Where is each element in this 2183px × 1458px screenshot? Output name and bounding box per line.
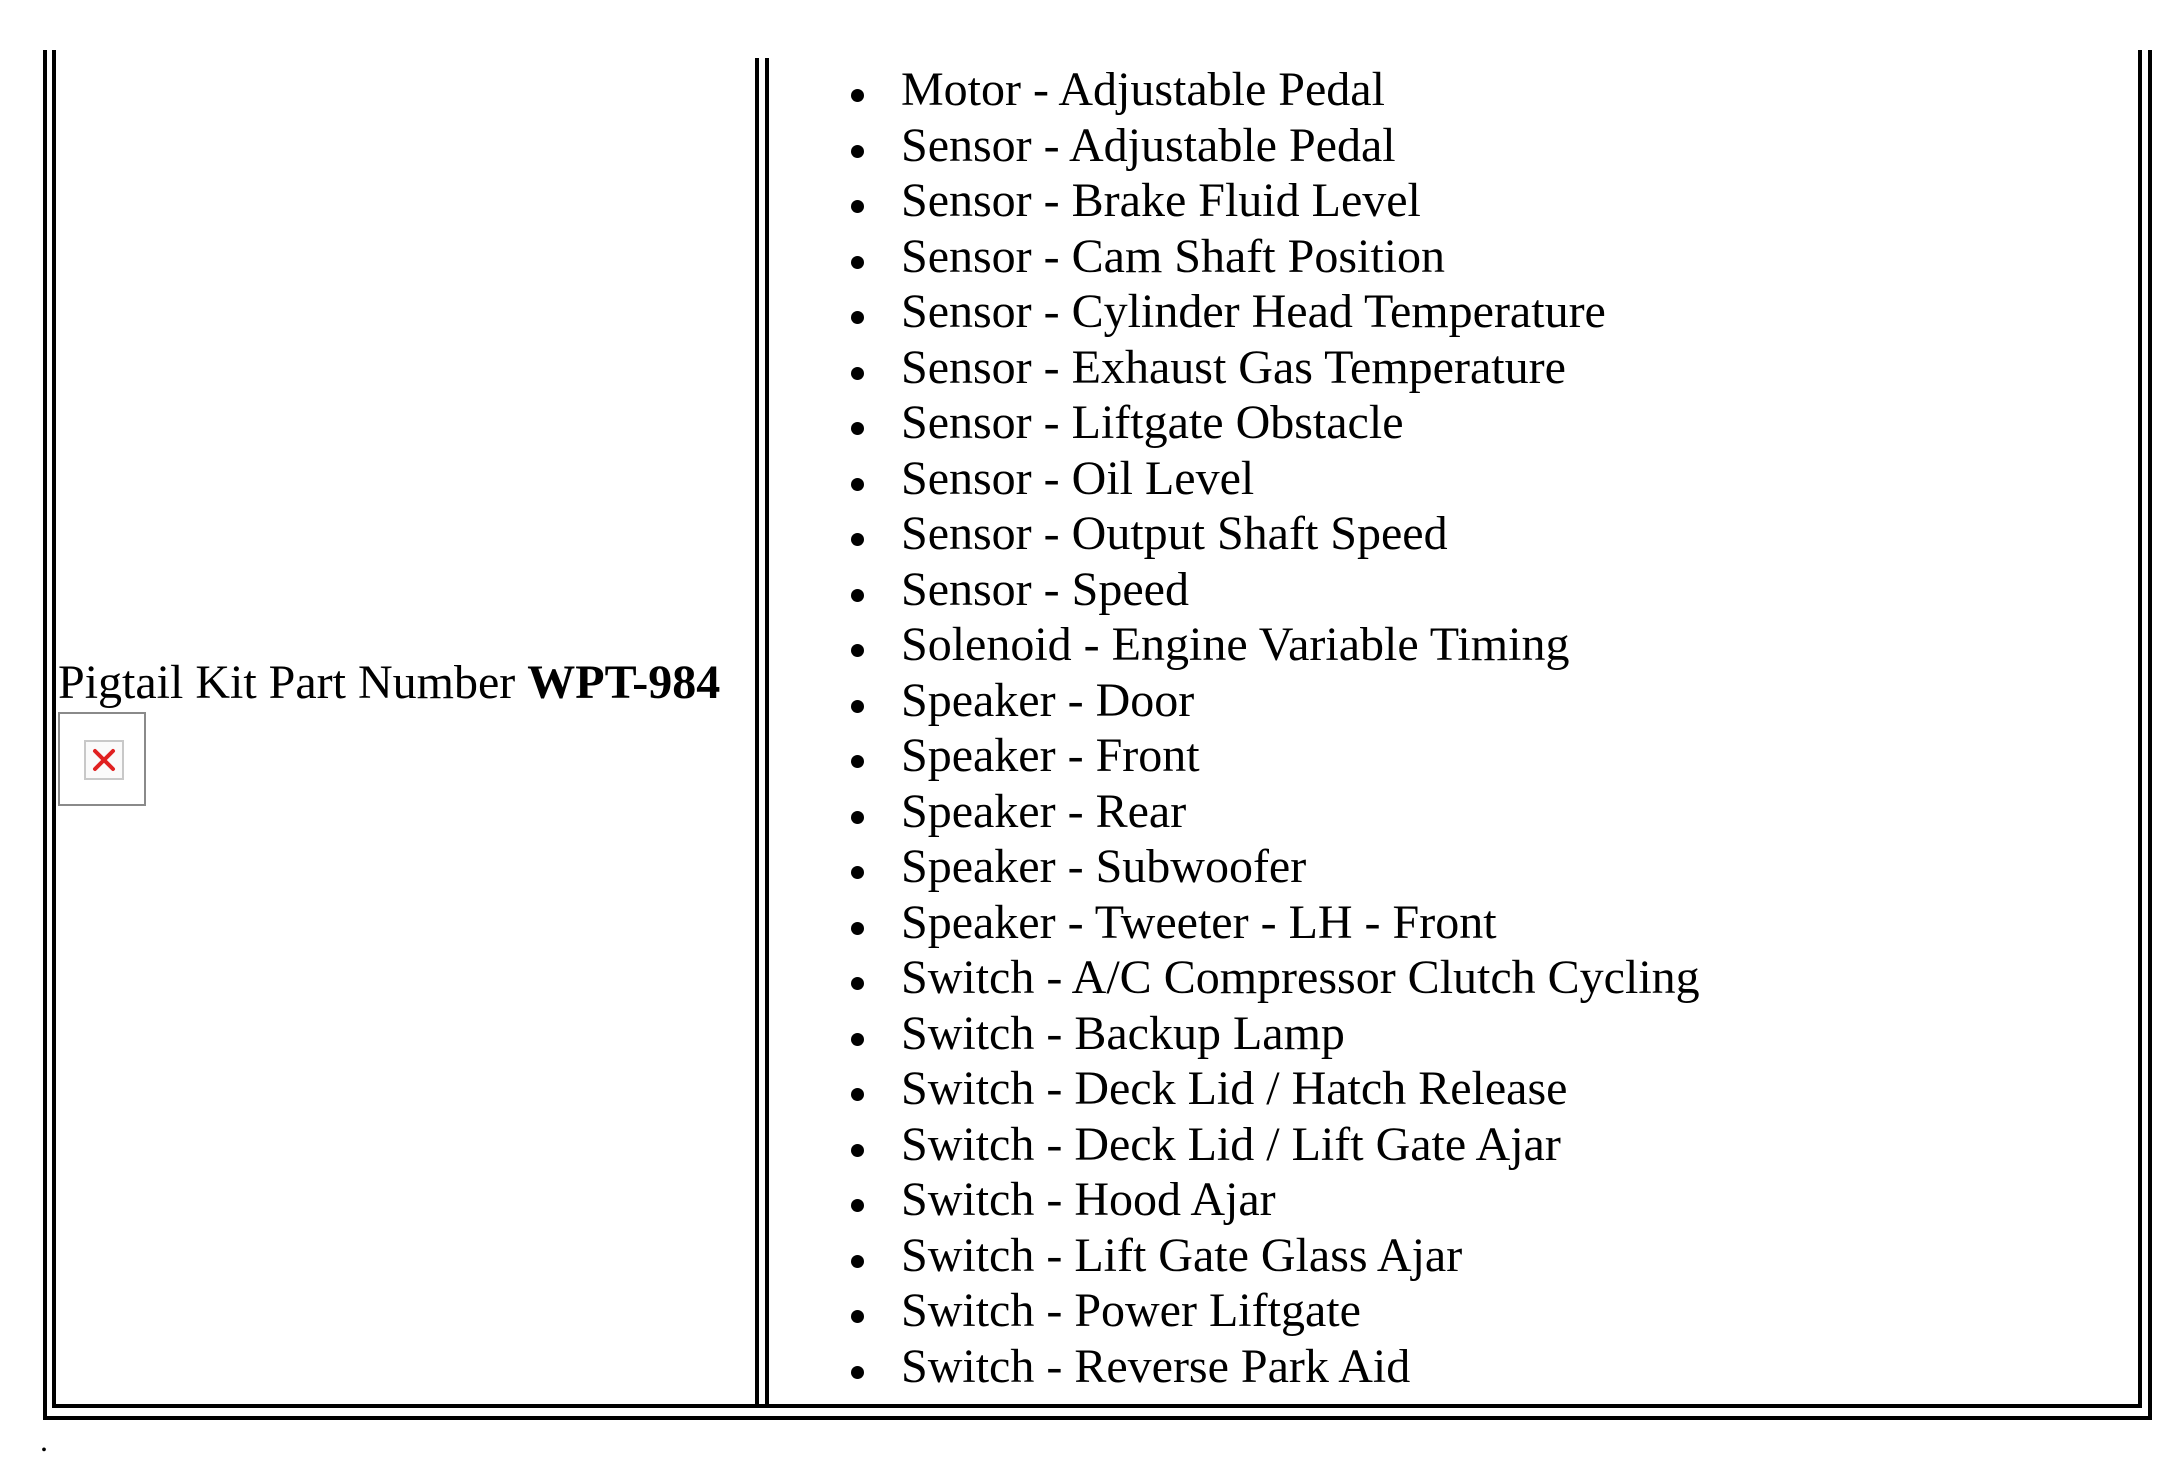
table-border-left-outer — [43, 50, 47, 1420]
list-item: Speaker - Door — [770, 673, 1700, 729]
list-item: Switch - Power Liftgate — [770, 1283, 1700, 1339]
part-number-prefix: Pigtail Kit Part Number — [58, 656, 528, 709]
list-item: Sensor - Brake Fluid Level — [770, 173, 1700, 229]
part-number-label — [58, 655, 720, 711]
broken-image-icon — [84, 740, 124, 780]
list-item: Sensor - Exhaust Gas Temperature — [770, 340, 1700, 396]
list-item: Sensor - Cylinder Head Temperature — [770, 284, 1700, 340]
list-item: Sensor - Adjustable Pedal — [770, 118, 1700, 174]
table-border-bottom-outer — [43, 1416, 2152, 1420]
trailing-period: . — [40, 1422, 48, 1458]
list-item: Speaker - Front — [770, 728, 1700, 784]
list-item: Sensor - Cam Shaft Position — [770, 229, 1700, 285]
list-item: Switch - Backup Lamp — [770, 1006, 1700, 1062]
column-divider-right — [765, 58, 769, 1408]
list-item: Switch - Deck Lid / Hatch Release — [770, 1061, 1700, 1117]
list-item: Switch - Lift Gate Glass Ajar — [770, 1228, 1700, 1284]
list-item: Switch - Deck Lid / Lift Gate Ajar — [770, 1117, 1700, 1173]
list-item: Switch - A/C Compressor Clutch Cycling — [770, 950, 1700, 1006]
list-item: Switch - Reverse Park Aid — [770, 1339, 1700, 1395]
component-list-cell — [770, 0, 2130, 1400]
component-list — [770, 62, 1700, 1394]
list-item: Sensor - Speed — [770, 562, 1700, 618]
list-item: Switch - Hood Ajar — [770, 1172, 1700, 1228]
list-item: Sensor - Liftgate Obstacle — [770, 395, 1700, 451]
broken-image-placeholder — [58, 712, 146, 806]
list-item: Sensor - Output Shaft Speed — [770, 506, 1700, 562]
list-item: Speaker - Rear — [770, 784, 1700, 840]
list-item: Sensor - Oil Level — [770, 451, 1700, 507]
table-border-left-inner — [52, 50, 56, 1408]
table-border-right-inner — [2138, 50, 2142, 1408]
table-border-right-outer — [2148, 50, 2152, 1420]
list-item: Motor - Adjustable Pedal — [770, 62, 1700, 118]
list-item: Speaker - Subwoofer — [770, 839, 1700, 895]
part-number-value: WPT-984 — [527, 656, 721, 709]
table-border-bottom-inner — [52, 1404, 2142, 1408]
part-number-cell — [58, 0, 758, 1400]
list-item: Speaker - Tweeter - LH - Front — [770, 895, 1700, 951]
list-item: Solenoid - Engine Variable Timing — [770, 617, 1700, 673]
